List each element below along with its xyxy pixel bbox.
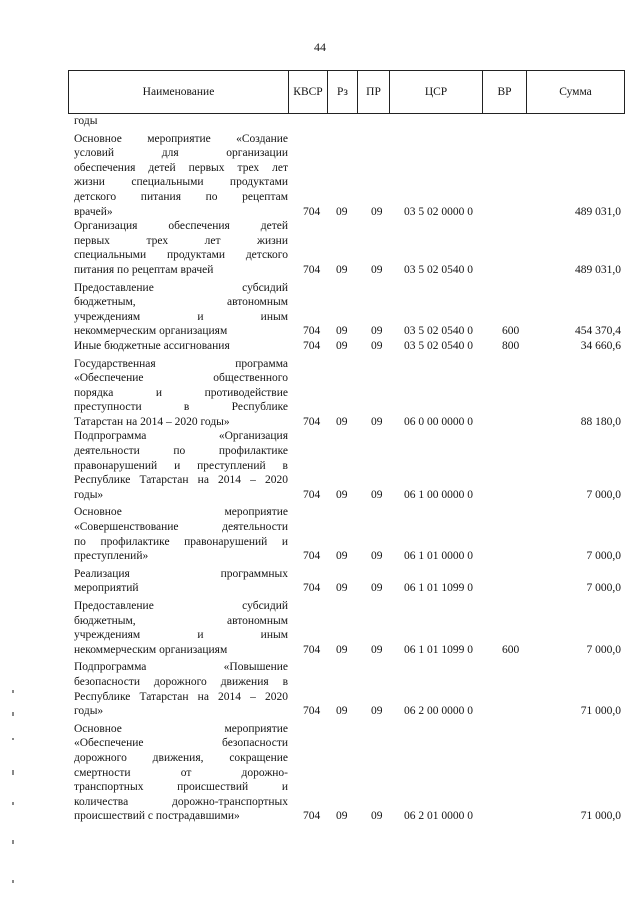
row-name-line: смертности от дорожно-: [74, 766, 288, 779]
row-name-line: Подпрограмма «Повышение: [74, 661, 288, 674]
row-name-line: специальными продуктами детского: [74, 249, 288, 262]
row-sum: 7 000,0: [586, 488, 621, 501]
row-vr: 600: [502, 643, 520, 656]
row-name-line: Иные бюджетные ассигнования: [74, 339, 230, 352]
row-name-line: Основное мероприятие: [74, 506, 288, 519]
table-body: [0, 114, 640, 824]
row-rz: 09: [336, 263, 348, 276]
row-name-line: происшествий с пострадавшими»: [74, 810, 240, 823]
row-csr: 06 2 00 0000 0: [404, 705, 473, 718]
row-pr: 09: [371, 550, 383, 563]
header-rz: Рз: [328, 71, 358, 113]
table-header: [68, 70, 625, 114]
row-kvsr: 704: [303, 325, 321, 338]
table-row: [0, 567, 640, 596]
row-csr: 06 2 01 0000 0: [404, 810, 473, 823]
row-name-line: некоммерческим организациям: [74, 325, 228, 338]
row-rz: 09: [336, 582, 348, 595]
row-sum: 71 000,0: [580, 705, 621, 718]
row-name-line: обеспечения детей первых трех лет: [74, 161, 288, 174]
row-name-line: Реализация программных: [74, 567, 288, 580]
row-name-line: жизни специальными продуктами: [74, 176, 288, 189]
table-row: [0, 114, 640, 129]
table-row: [0, 219, 640, 277]
row-name-line: Подпрограмма «Организация: [74, 430, 288, 443]
row-rz: 09: [336, 810, 348, 823]
row-name-line: бюджетным, автономным: [74, 614, 288, 627]
row-name-line: годы: [74, 115, 98, 127]
row-name-line: Предоставление субсидий: [74, 281, 288, 294]
row-name-line: первых трех лет жизни: [74, 234, 288, 247]
header-kvsr: КВСР: [289, 71, 328, 113]
row-name-line: учреждениям и иным: [74, 629, 288, 642]
row-name: [74, 339, 288, 354]
row-rz: 09: [336, 339, 348, 352]
row-name: [74, 722, 288, 824]
row-pr: 09: [371, 488, 383, 501]
row-name: [74, 660, 288, 718]
row-sum: 489 031,0: [575, 263, 621, 276]
row-kvsr: 704: [303, 643, 321, 656]
row-csr: 06 1 00 0000 0: [404, 488, 473, 501]
row-name-line: преступлений»: [74, 550, 149, 563]
row-csr: 06 1 01 0000 0: [404, 550, 473, 563]
table-row: [0, 339, 640, 354]
row-name: [74, 429, 288, 502]
row-pr: 09: [371, 643, 383, 656]
row-name-line: годы»: [74, 488, 104, 501]
row-name-line: правонарушений и преступлений в: [74, 459, 288, 472]
row-name-line: Республике Татарстан на 2014 – 2020: [74, 690, 288, 703]
row-sum: 7 000,0: [586, 550, 621, 563]
row-sum: 71 000,0: [580, 810, 621, 823]
row-csr: 06 1 01 1099 0: [404, 582, 473, 595]
row-name-line: «Обеспечение безопасности: [74, 737, 288, 750]
row-name: [74, 132, 288, 220]
row-name-line: порядка и противодействие: [74, 386, 288, 399]
header-csr: ЦСР: [390, 71, 483, 113]
header-name: Наименование: [69, 71, 289, 113]
row-name-line: транспортных происшествий и: [74, 781, 288, 794]
row-rz: 09: [336, 325, 348, 338]
row-sum: 7 000,0: [586, 643, 621, 656]
table-row: [0, 722, 640, 824]
row-kvsr: 704: [303, 488, 321, 501]
row-csr: 03 5 02 0540 0: [404, 263, 473, 276]
row-name-line: Основное мероприятие «Создание: [74, 132, 288, 145]
row-rz: 09: [336, 488, 348, 501]
row-sum: 454 370,4: [575, 325, 621, 338]
row-csr: 03 5 02 0000 0: [404, 205, 473, 218]
row-pr: 09: [371, 705, 383, 718]
row-name-line: учреждениям и иным: [74, 310, 288, 323]
row-name: [74, 567, 288, 596]
row-name-line: безопасности дорожного движения в: [74, 675, 288, 688]
table-row: [0, 429, 640, 502]
row-csr: 03 5 02 0540 0: [404, 325, 473, 338]
table-row: [0, 505, 640, 563]
row-kvsr: 704: [303, 550, 321, 563]
row-name-line: количества дорожно-транспортных: [74, 795, 288, 808]
row-kvsr: 704: [303, 205, 321, 218]
page-number: 44: [314, 40, 326, 54]
row-sum: 88 180,0: [580, 415, 621, 428]
row-name-line: питания по рецептам врачей: [74, 263, 214, 276]
row-sum: 34 660,6: [580, 339, 621, 352]
row-kvsr: 704: [303, 810, 321, 823]
row-csr: 06 0 00 0000 0: [404, 415, 473, 428]
row-csr: 06 1 01 1099 0: [404, 643, 473, 656]
row-name-line: Республике Татарстан на 2014 – 2020: [74, 474, 288, 487]
row-name-line: «Обеспечение общественного: [74, 372, 288, 385]
row-pr: 09: [371, 263, 383, 276]
scan-artifact: [12, 690, 16, 890]
row-rz: 09: [336, 415, 348, 428]
row-kvsr: 704: [303, 263, 321, 276]
row-name-line: годы»: [74, 705, 104, 718]
row-pr: 09: [371, 810, 383, 823]
header-vr: ВР: [483, 71, 527, 113]
row-kvsr: 704: [303, 705, 321, 718]
table-row: [0, 132, 640, 220]
row-name: [74, 281, 288, 339]
row-pr: 09: [371, 582, 383, 595]
row-pr: 09: [371, 325, 383, 338]
row-rz: 09: [336, 205, 348, 218]
row-pr: 09: [371, 339, 383, 352]
row-name-line: дорожного движения, сокращение: [74, 751, 288, 764]
row-rz: 09: [336, 550, 348, 563]
row-rz: 09: [336, 643, 348, 656]
row-name-line: бюджетным, автономным: [74, 296, 288, 309]
row-name: [74, 219, 288, 277]
row-vr: 800: [502, 339, 520, 352]
row-name-line: Татарстан на 2014 – 2020 годы»: [74, 415, 230, 428]
row-name-line: детского питания по рецептам: [74, 190, 288, 203]
row-name-line: Основное мероприятие: [74, 722, 288, 735]
row-name-line: мероприятий: [74, 582, 139, 595]
row-name: [74, 114, 288, 129]
row-name-line: преступности в Республике: [74, 401, 288, 414]
header-pr: ПР: [358, 71, 390, 113]
row-name-line: врачей»: [74, 205, 113, 218]
header-sum: Сумма: [559, 86, 592, 98]
row-name: [74, 599, 288, 657]
row-name: [74, 357, 288, 430]
row-name-line: Предоставление субсидий: [74, 600, 288, 612]
table-row: [0, 599, 640, 657]
row-name-line: деятельности по профилактике: [74, 445, 288, 458]
table-row: [0, 357, 640, 430]
row-kvsr: 704: [303, 339, 321, 352]
row-sum: 7 000,0: [586, 582, 621, 595]
row-name: [74, 505, 288, 563]
row-csr: 03 5 02 0540 0: [404, 339, 473, 352]
table-row: [0, 660, 640, 718]
row-pr: 09: [371, 415, 383, 428]
row-kvsr: 704: [303, 582, 321, 595]
row-name-line: по профилактике правонарушений и: [74, 535, 288, 548]
row-pr: 09: [371, 205, 383, 218]
row-sum: 489 031,0: [575, 205, 621, 218]
row-rz: 09: [336, 705, 348, 718]
row-kvsr: 704: [303, 415, 321, 428]
row-name-line: Организация обеспечения детей: [74, 220, 288, 233]
row-name-line: некоммерческим организациям: [74, 643, 228, 656]
table-row: [0, 281, 640, 339]
row-vr: 600: [502, 325, 520, 338]
row-name-line: «Совершенствование деятельности: [74, 521, 288, 534]
row-name-line: Государственная программа: [74, 357, 288, 370]
row-name-line: условий для организации: [74, 147, 288, 160]
